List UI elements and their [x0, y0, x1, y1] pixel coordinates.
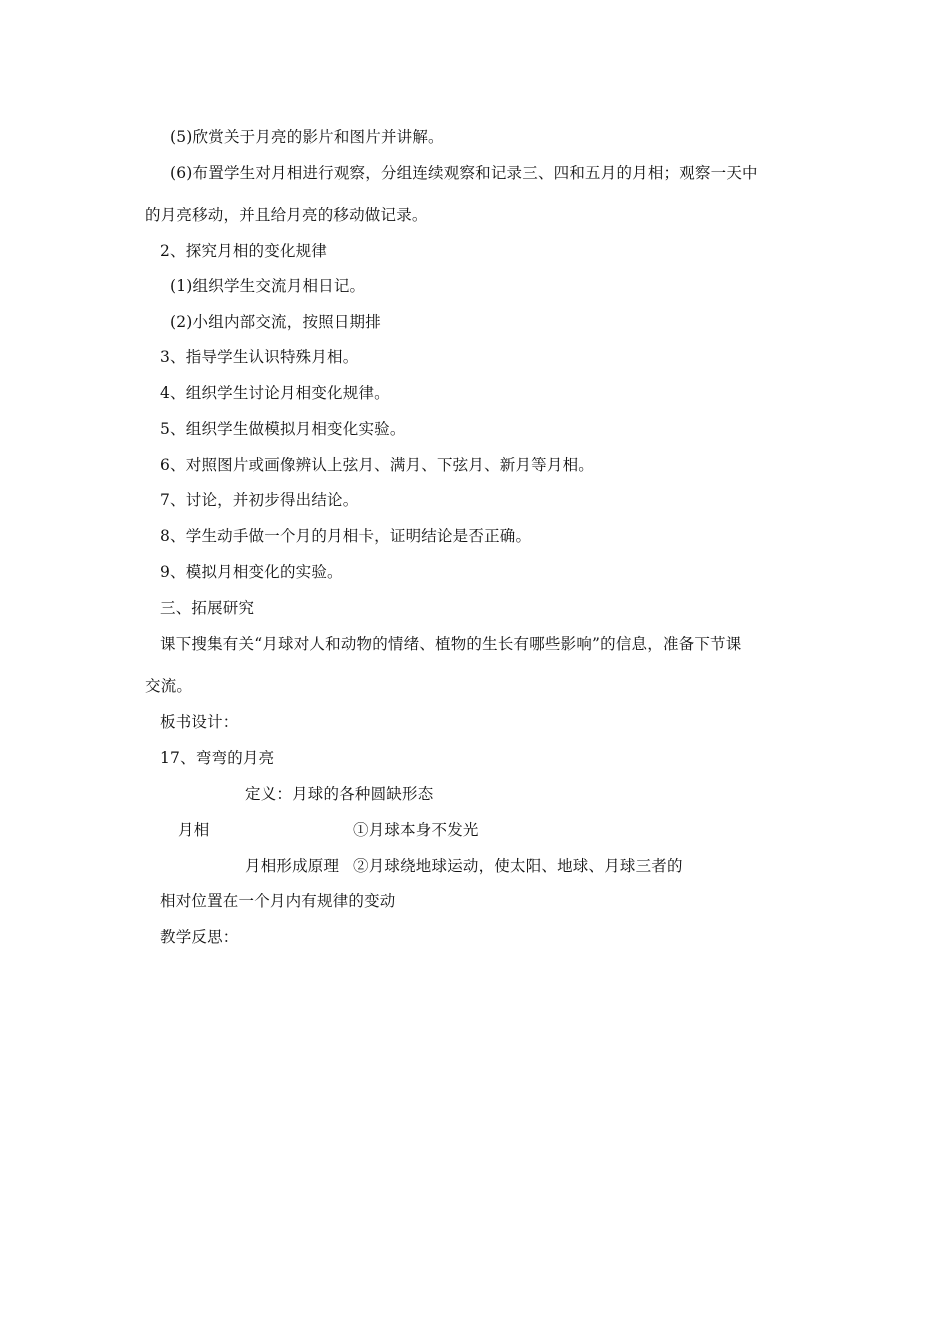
- text-line-3: 的月亮移动，并且给月亮的移动做记录。: [145, 206, 428, 224]
- board-reason-2: ②月球绕地球运动，使太阳、地球、月球三者的: [353, 857, 683, 875]
- text-line-1: (5)欣赏关于月亮的影片和图片并讲解。: [170, 128, 444, 146]
- text-line-2: (6)布置学生对月相进行观察，分组连续观察和记录三、四和五月的月相；观察一天中: [170, 164, 758, 182]
- text-line-11: 7、讨论，并初步得出结论。: [160, 491, 359, 509]
- text-line-4: 2、探究月相的变化规律: [160, 242, 328, 260]
- text-line-5: (1)组织学生交流月相日记。: [170, 277, 366, 295]
- text-line-6: (2)小组内部交流，按照日期排: [170, 313, 381, 331]
- text-line-18: 17、弯弯的月亮: [160, 749, 275, 767]
- text-line-10: 6、对照图片或画像辨认上弦月、满月、下弦月、新月等月相。: [160, 456, 594, 474]
- board-reason-1: ①月球本身不发光: [353, 821, 479, 839]
- text-line-13: 9、模拟月相变化的实验。: [160, 563, 343, 581]
- board-continuation: 相对位置在一个月内有规律的变动: [160, 892, 396, 910]
- text-line-15: 课下搜集有关“月球对人和动物的情绪、植物的生长有哪些影响”的信息，准备下节课: [160, 635, 742, 653]
- text-line-7: 3、指导学生认识特殊月相。: [160, 348, 359, 366]
- text-line-12: 8、学生动手做一个月的月相卡，证明结论是否正确。: [160, 527, 532, 545]
- board-principle-label: 月相形成原理: [245, 857, 340, 875]
- reflection-heading: 教学反思：: [160, 928, 239, 946]
- text-line-16: 交流。: [145, 677, 193, 695]
- text-line-9: 5、组织学生做模拟月相变化实验。: [160, 420, 406, 438]
- text-line-17: 板书设计：: [160, 713, 239, 731]
- board-definition: 定义：月球的各种圆缺形态: [245, 785, 434, 803]
- board-moon-phase: 月相: [178, 821, 210, 839]
- text-line-8: 4、组织学生讨论月相变化规律。: [160, 384, 390, 402]
- text-line-14: 三、拓展研究: [160, 599, 255, 617]
